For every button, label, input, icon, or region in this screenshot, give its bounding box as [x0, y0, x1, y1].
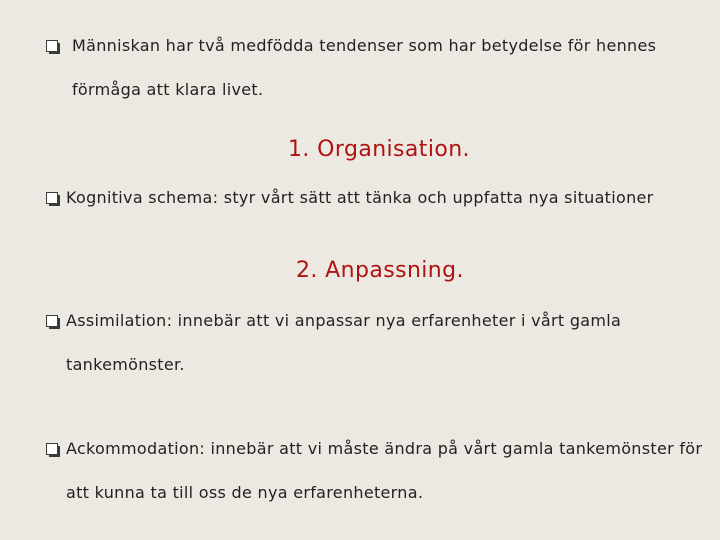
square-bullet-icon — [46, 315, 58, 327]
bullet-text-assimilation: Assimilation: innebär att vi anpassar nya erfarenheter i vårt gamla — [66, 311, 622, 330]
square-bullet-icon — [46, 40, 58, 52]
square-bullet-icon — [46, 443, 58, 455]
heading-anpassning: 2. Anpassning. — [296, 258, 464, 283]
bullet-text-accommodation: Ackommodation: innebär att vi måste ändra på vårt gamla tankemönster för — [66, 439, 703, 458]
bullet-text-accommodation-cont: att kunna ta till oss de nya erfarenheterna. — [66, 483, 424, 502]
square-bullet-icon — [46, 192, 58, 204]
bullet-text-cognitive-schema: Kognitiva schema: styr vårt sätt att tänka och uppfatta nya situationer — [66, 188, 654, 207]
heading-organisation: 1. Organisation. — [288, 137, 470, 162]
bullet-text-innate-tendencies-cont: förmåga att klara livet. — [72, 80, 264, 99]
bullet-text-innate-tendencies: Människan har två medfödda tendenser som har betydelse för hennes — [72, 36, 657, 55]
bullet-text-assimilation-cont: tankemönster. — [66, 355, 185, 374]
